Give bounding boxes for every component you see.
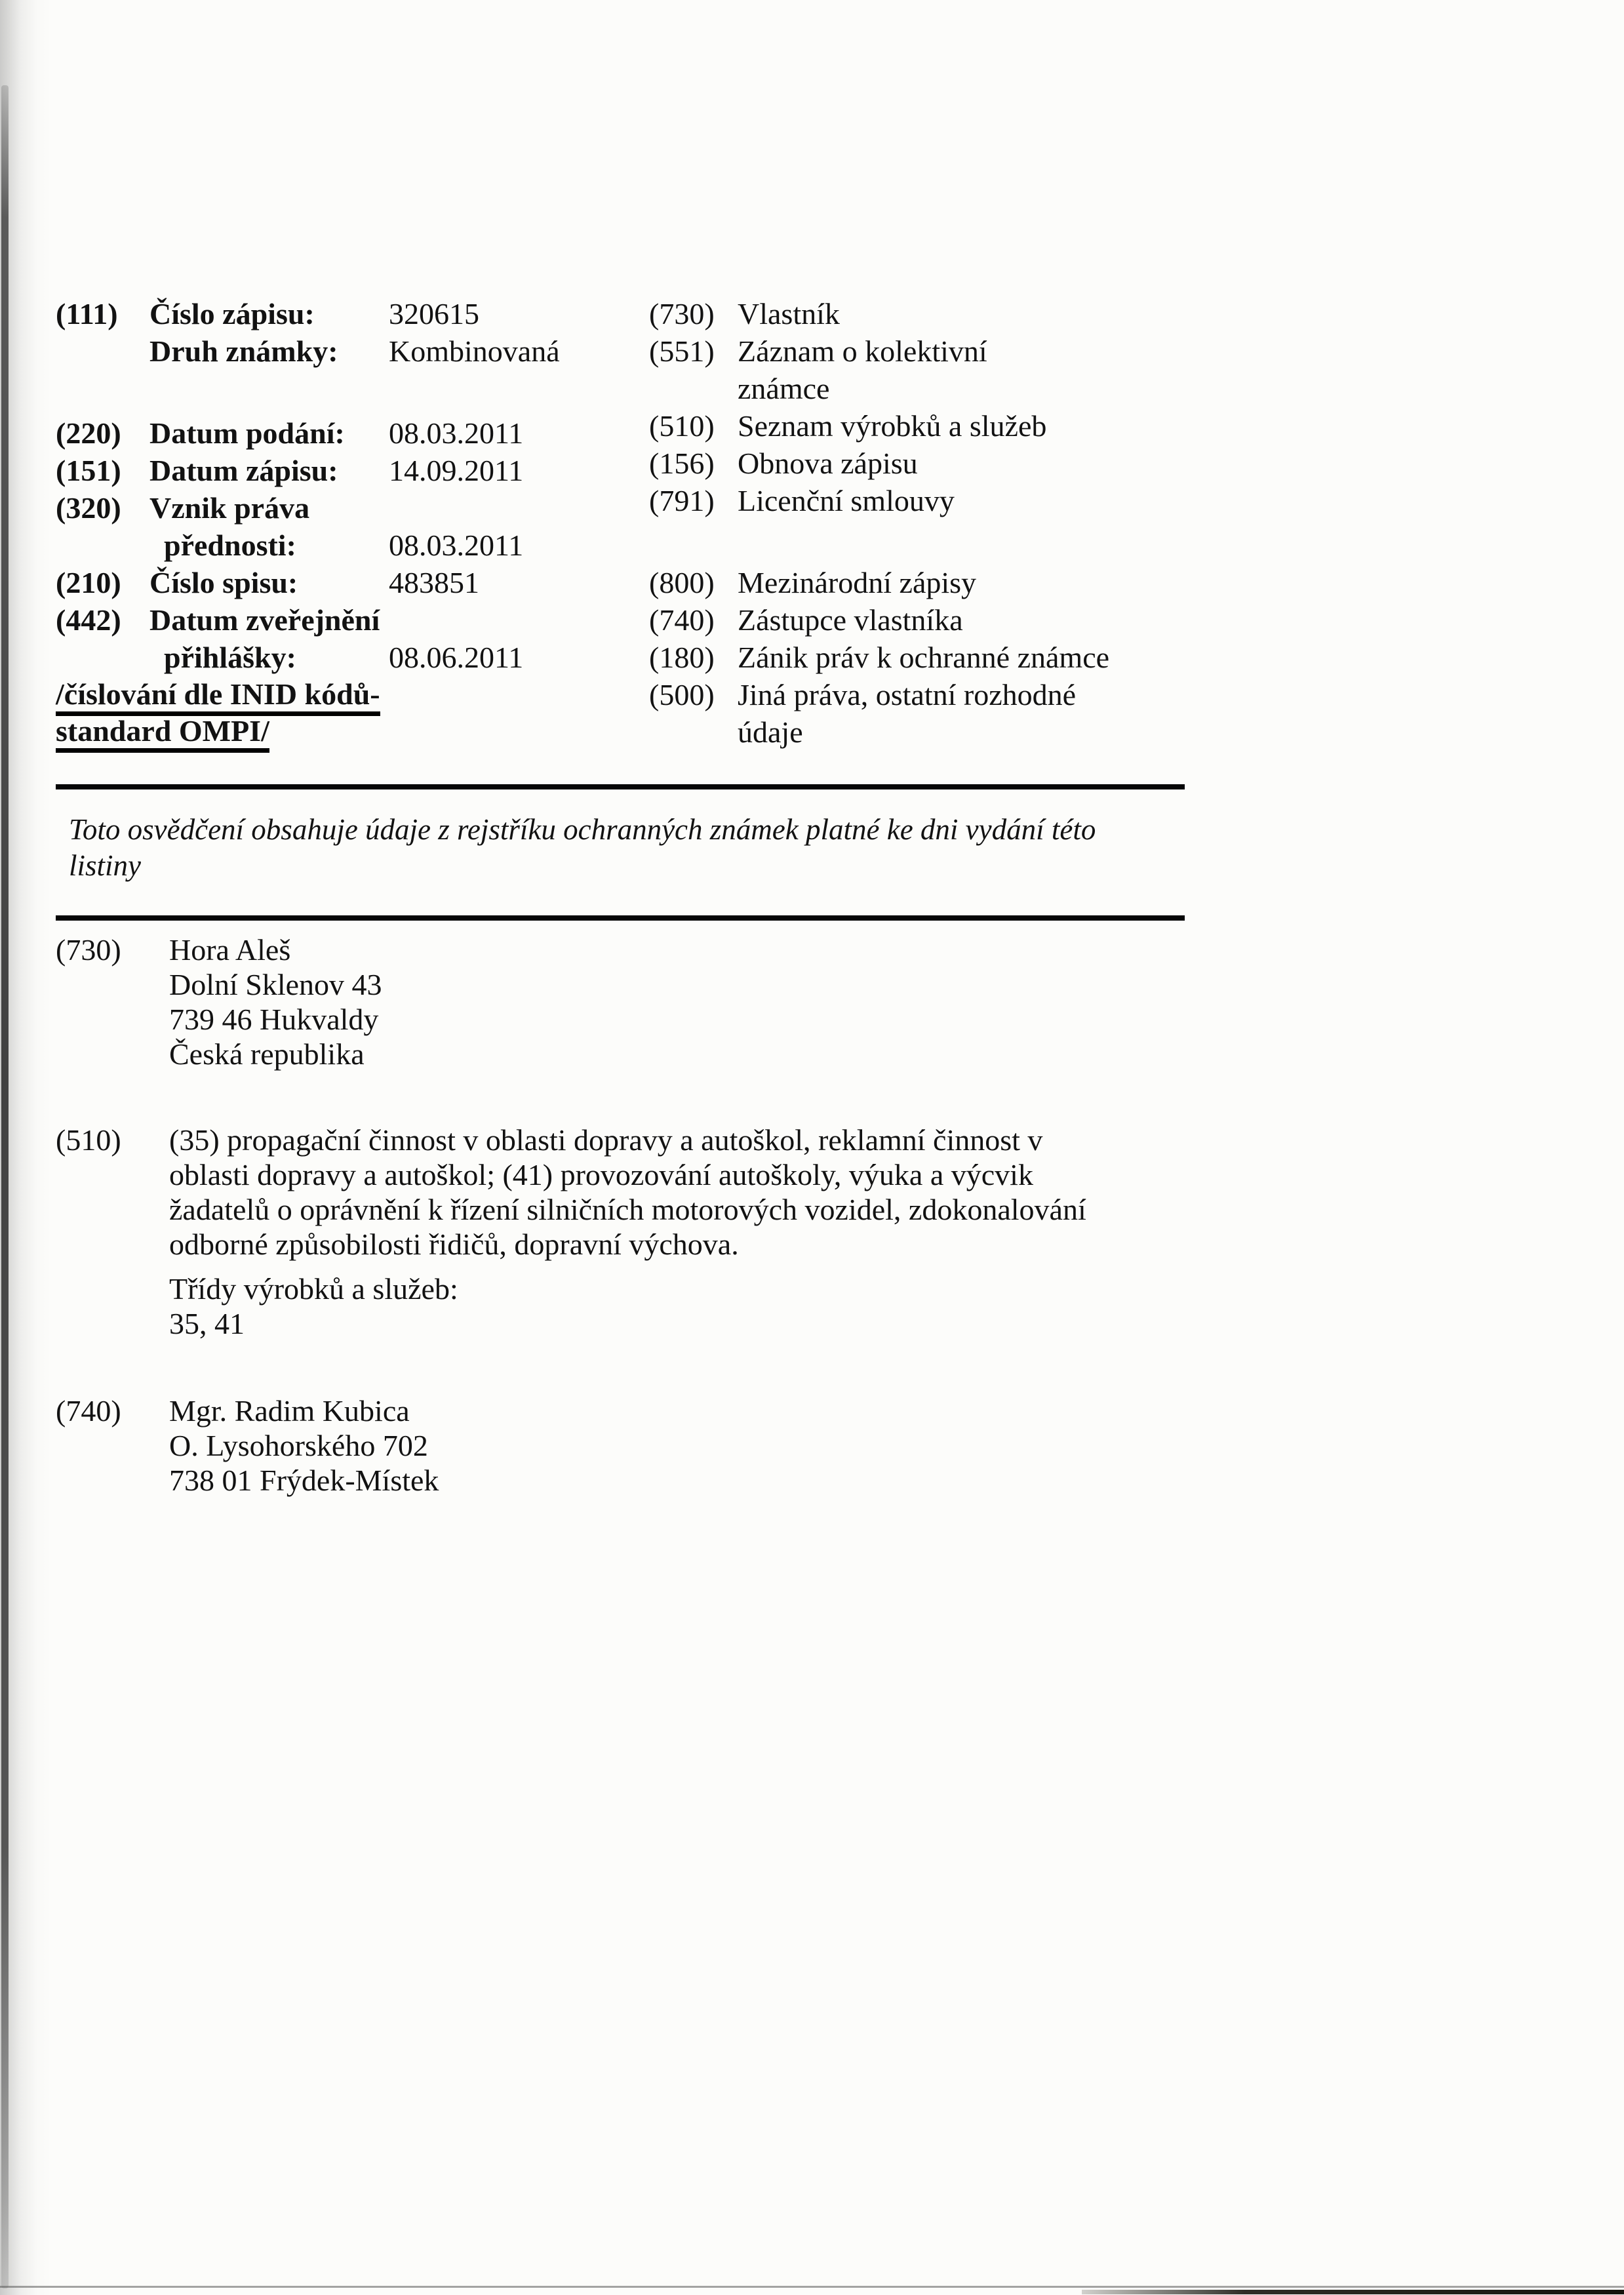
representative-name: Mgr. Radim Kubica (169, 1394, 410, 1427)
inid-code: (320) (56, 491, 121, 525)
field-row (649, 601, 1187, 639)
inid-code (56, 527, 149, 564)
field-row (56, 295, 633, 332)
field-value (389, 489, 633, 527)
services-description: (35) propagační činnost v oblasti dopravy a autoškol, reklamní činnost v oblasti dopravy a autoškol; (41) provozování autoškoly, výuka a výcvik žadatelů o oprávnění k řízení silničních motorových vozidel, zdokonalování odborné způsobilosti řidičů, dopravní výchova. (169, 1123, 1086, 1261)
owner-address (169, 932, 1236, 1071)
scan-edge-shadow (0, 0, 52, 2295)
registry-fields-left (56, 295, 633, 749)
inid-code: (151) (56, 454, 121, 487)
field-row (649, 639, 1187, 676)
inid-code: (220) (56, 416, 121, 450)
field-row (56, 414, 633, 452)
field-label: Datum zveřejnění (149, 603, 380, 637)
field-label: Datum zápisu: (149, 454, 338, 487)
scan-bottom-line (0, 2286, 1624, 2288)
field-label: Obnova zápisu (738, 447, 918, 480)
inid-code (56, 332, 149, 370)
field-label: Mezinárodní zápisy (738, 566, 977, 599)
inid-code: (551) (649, 334, 715, 368)
services-section (56, 1123, 1197, 1341)
inid-code: (791) (649, 484, 715, 517)
inid-code (56, 639, 149, 676)
field-label: Datum podání: (149, 416, 345, 450)
horizontal-rule-top (56, 784, 1185, 789)
field-value: 08.03.2011 (389, 416, 524, 450)
classes-label: Třídy výrobků a služeb: (169, 1272, 458, 1306)
field-label: Seznam výrobků a služeb (738, 409, 1047, 443)
representative-city: 738 01 Frýdek-Místek (169, 1464, 439, 1497)
inid-code: (442) (56, 603, 121, 637)
field-row (649, 482, 1187, 519)
owner-city: 739 46 Hukvaldy (169, 1003, 379, 1036)
inid-code: (510) (56, 1123, 121, 1157)
inid-code: (510) (649, 409, 715, 443)
inid-code: (210) (56, 566, 121, 599)
certificate-validity-note: Toto osvědčení obsahuje údaje z rejstříku ochranných známek platné ke dni vydání této listiny (69, 813, 1096, 882)
field-label: přihlášky: (164, 641, 296, 674)
field-row (56, 564, 633, 601)
field-value: 483851 (389, 566, 479, 599)
horizontal-rule-bottom (56, 915, 1185, 921)
owner-country: Česká republika (169, 1037, 365, 1071)
field-row (649, 564, 1187, 601)
field-label: přednosti: (164, 529, 296, 562)
field-row (56, 489, 633, 527)
inid-code (649, 713, 738, 751)
field-row (649, 332, 1187, 370)
spacer (649, 519, 1187, 564)
classes-value: 35, 41 (169, 1307, 245, 1340)
field-label: Vlastník (738, 297, 840, 330)
field-row (649, 407, 1187, 445)
field-row (649, 370, 1187, 407)
field-row (56, 452, 633, 489)
inid-code: (730) (649, 297, 715, 330)
field-label: Číslo zápisu: (149, 297, 315, 330)
field-row (649, 676, 1187, 713)
registry-fields-right (649, 295, 1187, 751)
field-value: 14.09.2011 (389, 454, 524, 487)
inid-standard-note (56, 676, 633, 749)
field-row (56, 639, 633, 676)
field-row (56, 527, 633, 564)
representative-address (169, 1393, 1236, 1498)
owner-street: Dolní Sklenov 43 (169, 968, 382, 1001)
spacer (56, 370, 633, 414)
scan-edge-dark-line (1, 85, 9, 2288)
services-content (169, 1123, 1197, 1341)
inid-code: (500) (649, 678, 715, 711)
inid-note-line1: /číslování dle INID kódů- (56, 678, 380, 716)
field-value (389, 601, 633, 639)
inid-code: (740) (649, 603, 715, 637)
inid-code: (111) (56, 297, 118, 330)
field-value: Kombinovaná (389, 334, 560, 368)
inid-code: (740) (56, 1394, 121, 1427)
inid-code: (180) (649, 641, 715, 674)
field-label: Záznam o kolektivní (738, 334, 987, 368)
field-label: Druh známky: (149, 334, 338, 368)
inid-note-line2: standard OMPI/ (56, 715, 269, 753)
inid-code: (156) (649, 447, 715, 480)
field-value: 320615 (389, 297, 479, 330)
field-label: Vznik práva (149, 491, 310, 525)
field-row (649, 445, 1187, 482)
inid-code (649, 370, 738, 407)
field-label: údaje (738, 715, 803, 749)
field-label: Jiná práva, ostatní rozhodné (738, 678, 1077, 711)
field-label: Zánik práv k ochranné známce (738, 641, 1110, 674)
field-row (649, 295, 1187, 332)
field-value: 08.06.2011 (389, 641, 524, 674)
field-row (56, 601, 633, 639)
field-label: Licenční smlouvy (738, 484, 955, 517)
field-label: Číslo spisu: (149, 566, 298, 599)
field-label: známce (738, 372, 830, 405)
field-label: Zástupce vlastníka (738, 603, 963, 637)
field-row (56, 332, 633, 370)
inid-code: (730) (56, 933, 121, 967)
field-value: 08.03.2011 (389, 529, 524, 562)
representative-section (56, 1393, 1236, 1498)
owner-name: Hora Aleš (169, 933, 291, 967)
scan-bottom-right-line (1082, 2290, 1624, 2294)
inid-code: (800) (649, 566, 715, 599)
field-row (649, 713, 1187, 751)
representative-street: O. Lysohorského 702 (169, 1429, 428, 1462)
owner-section (56, 932, 1236, 1071)
